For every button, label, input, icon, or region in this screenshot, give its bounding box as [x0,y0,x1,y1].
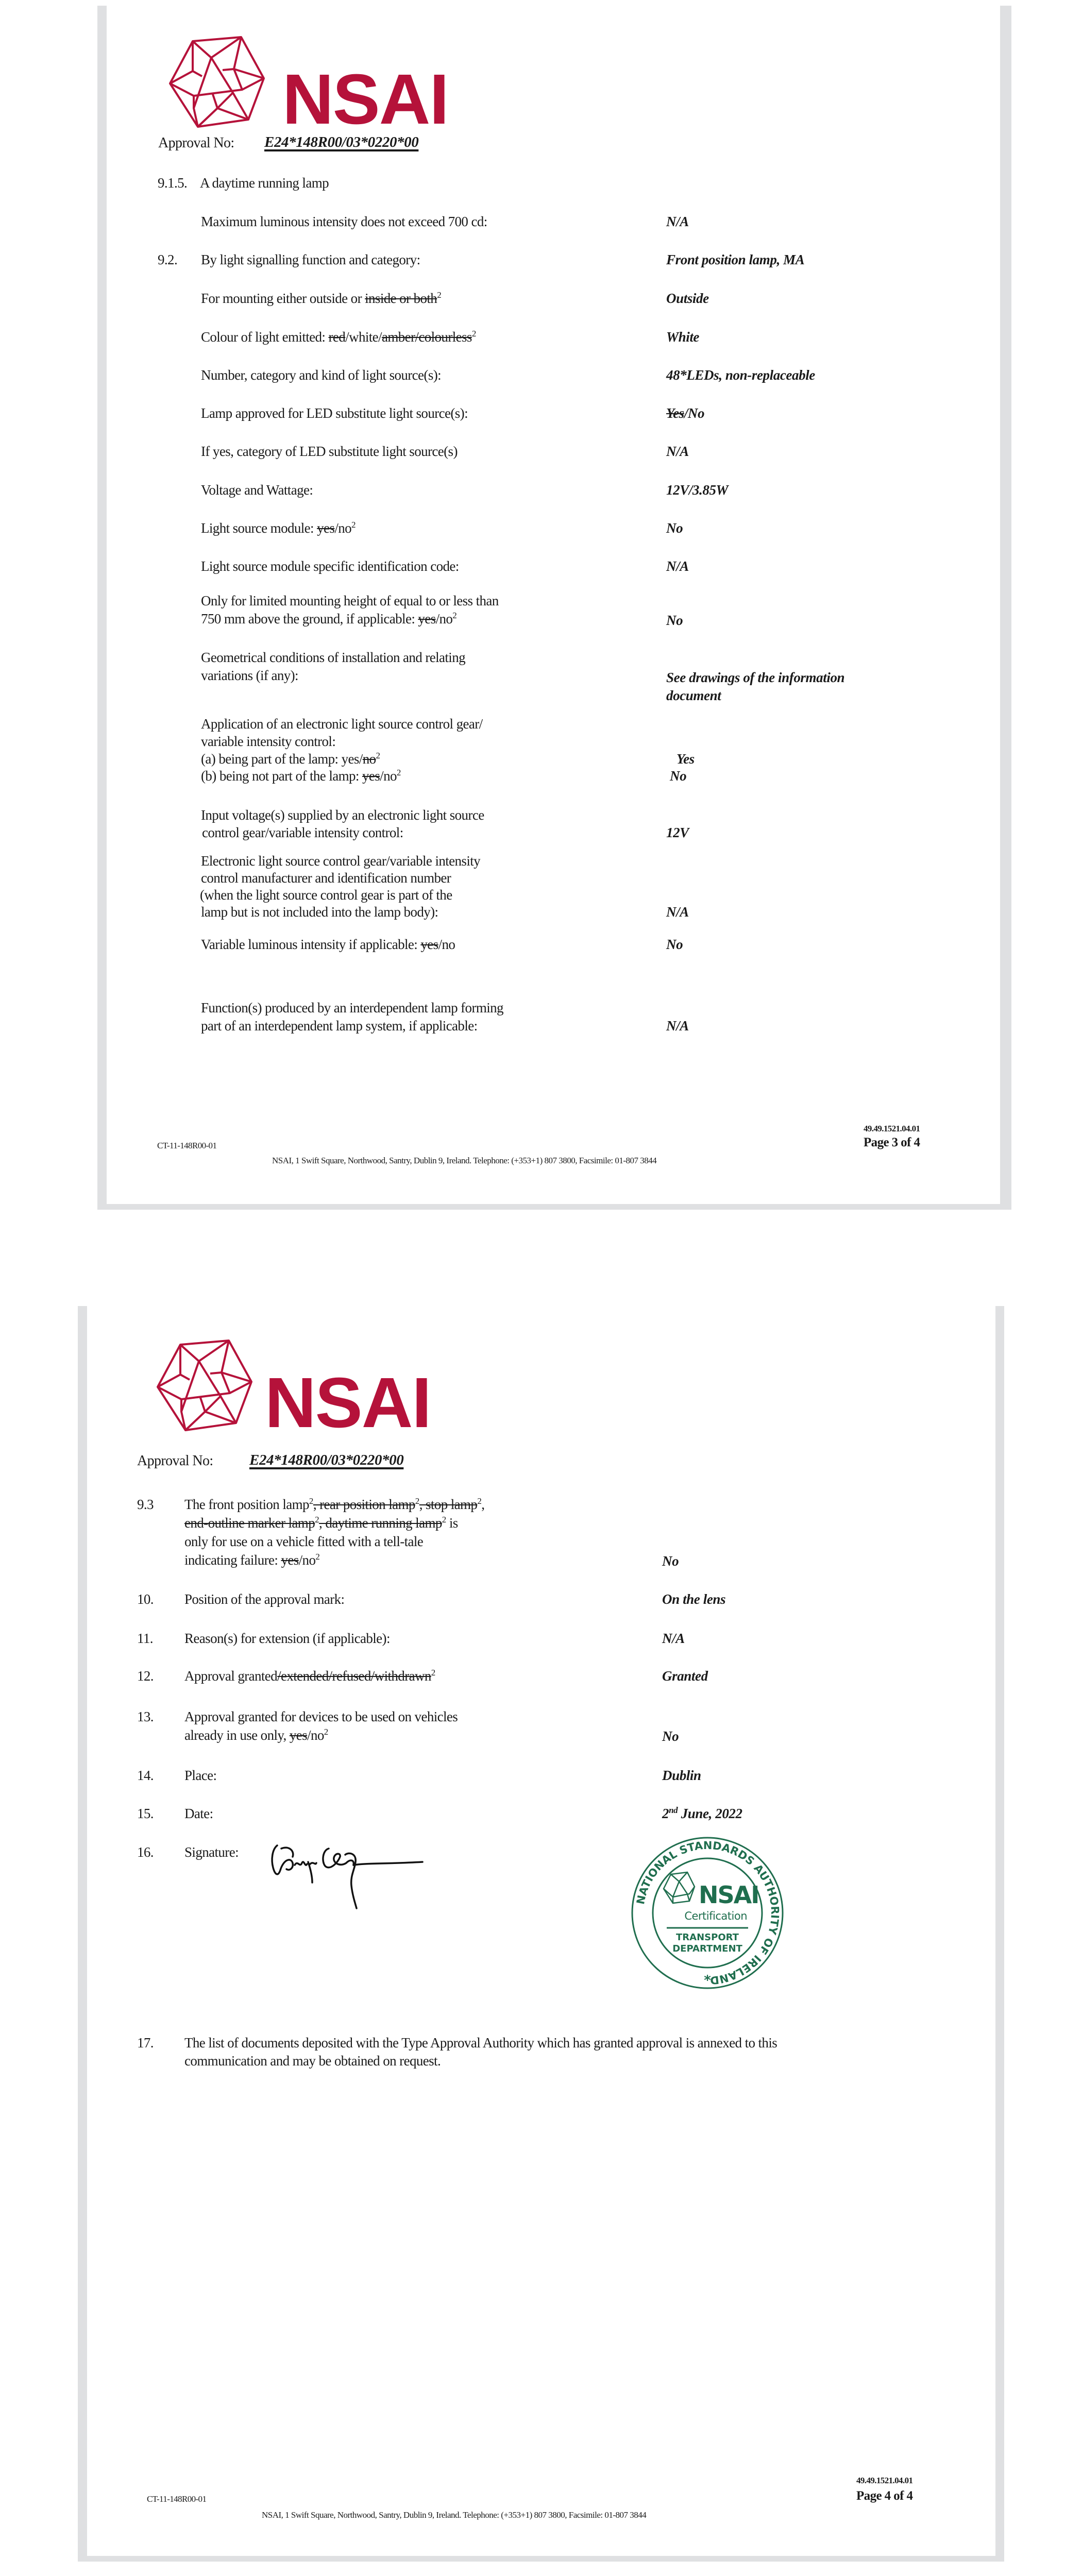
approval-label: Approval No: [158,135,234,151]
item-93-line: only for use on a vehicle fitted with a tell-tale [184,1534,424,1549]
row-label [201,609,457,628]
footnote-ref: 2 [431,1668,435,1677]
item-value [662,1804,742,1823]
struck-text: , stop lamp [419,1497,478,1512]
label-text: Colour of light emitted: [201,329,329,345]
item-value: N/A [662,1631,685,1646]
row-value: Outside [666,291,709,306]
row-value: 12V/3.85W [666,482,729,498]
item-93-line [184,1495,484,1514]
value-text: /No [684,405,705,421]
label-text: /no [334,520,352,536]
stamp-ring-text: NATIONAL STANDARDS AUTHORITY OF IRELAND [634,1839,782,1987]
struck-text: , daytime running lamp [319,1515,442,1531]
struck-text: yes [418,611,436,626]
item-value: Granted [662,1668,708,1684]
stamp-logo-text: NSAI [699,1881,759,1909]
row-value: N/A [666,444,689,459]
label-text: /no [307,1727,324,1743]
stamp-logo-icon [664,1872,695,1903]
label-text: , [481,1497,485,1512]
struck-text: Yes [666,405,684,421]
struck-text: red [328,329,346,345]
item-num: 16. [137,1844,154,1860]
struck-text: /extended/refused/withdrawn [277,1668,431,1684]
item-label: Position of the approval mark: [184,1591,345,1607]
footnote-ref: 2 [309,1496,313,1506]
footer-page-number: Page 4 of 4 [856,2489,913,2503]
footnote-ref: 2 [437,290,442,300]
label-text: /no [298,1552,316,1568]
footnote-ref: 2 [471,329,476,338]
row-value: 48*LEDs, non-replaceable [666,367,815,383]
row-label: Maximum luminous intensity does not exceed 700 cd: [201,214,487,229]
approval-number: E24*148R00/03*0220*00 [264,134,419,150]
label-text: is [446,1515,458,1531]
row-label: part of an interdependent lamp system, if applicable: [201,1018,478,1033]
signature-image [268,1839,433,1911]
row-label: By light signalling function and category: [201,252,420,267]
row-value: Front position lamp, MA [666,252,805,267]
row-label: Application of an electronic light source control gear/ [201,716,483,732]
row-value [666,404,704,422]
row-value: No [666,937,683,952]
page-shadow-right [995,1306,1004,2562]
item-value: No [662,1553,679,1569]
row-label: Lamp approved for LED substitute light source(s): [201,405,468,421]
section-92-num: 9.2. [158,252,178,267]
item-17-num: 17. [137,2035,154,2050]
label-text: Variable luminous intensity if applicable: [201,937,421,952]
row-value: 12V [666,825,689,840]
footer-page-number: Page 3 of 4 [864,1136,920,1149]
label-text: /no [380,768,397,784]
row-value: No [670,768,687,784]
item-label: Reason(s) for extension (if applicable): [184,1631,390,1646]
label-text: (b) being not part of the lamp: [201,768,362,784]
row-label: Light source module specific identification code: [201,558,459,574]
item-label: Signature: [184,1844,239,1860]
item-num: 12. [137,1668,154,1684]
row-label [201,767,401,785]
label-text: Light source module: [201,520,317,536]
row-label: Input voltage(s) supplied by an electronic light source [201,807,484,823]
item-num: 10. [137,1591,154,1607]
footnote-ref: 2 [324,1727,328,1737]
item-label: Place: [184,1768,217,1783]
page-shadow-left [78,1306,87,2562]
struck-text: inside or both [365,291,437,306]
item-value: On the lens [662,1591,726,1607]
footnote-ref: 2 [452,611,457,620]
item-93-line [184,1514,458,1532]
row-label: control gear/variable intensity control: [202,825,403,840]
row-label: Number, category and kind of light source(s): [201,367,442,383]
item-label: Approval granted for devices to be used on vehicles [184,1709,458,1724]
row-label: Geometrical conditions of installation and relating [201,650,465,665]
row-label: Only for limited mounting height of equal to or less than [201,593,499,608]
page-shadow-left [97,6,107,1210]
row-label [201,519,356,537]
section-915-num: 9.1.5. [158,175,188,191]
stamp-transport-text: TRANSPORT [676,1932,739,1943]
struck-text: , rear position lamp [313,1497,415,1512]
row-label [201,750,380,768]
footnote-ref: 2 [376,751,380,760]
stamp-cert-text: Certification [684,1910,747,1922]
row-value: No [666,613,683,628]
row-label: Function(s) produced by an interdependent lamp forming [201,1000,503,1015]
row-label: Electronic light source control gear/variable intensity [201,853,481,869]
item-17-line: The list of documents deposited with the Type Approval Authority which has granted approval is annexed to this [184,2035,777,2050]
stamp-star: * [704,1973,711,1988]
footer-doc-code: 49.49.1521.04.01 [864,1124,920,1133]
date-ordinal: nd [669,1805,678,1815]
nsai-logo-icon [166,35,267,129]
row-value: N/A [666,214,689,229]
item-93-line [184,1551,319,1569]
label-text: /white/ [345,329,382,345]
label-text: Approval granted [184,1668,278,1684]
row-value: See drawings of the information [666,670,845,685]
stamp-department-text: DEPARTMENT [672,1943,742,1954]
row-label [201,328,476,346]
approval-label: Approval No: [137,1453,213,1469]
struck-text: no [362,751,376,767]
label-text: /no [438,937,455,952]
footnote-ref: 2 [315,1515,319,1524]
row-label: variations (if any): [201,668,298,683]
row-label: If yes, category of LED substitute light source(s) [201,444,458,459]
footnote-ref: 2 [315,1552,320,1562]
footnote-ref: 2 [351,520,356,530]
date-day: 2 [662,1806,669,1821]
item-value: No [662,1728,679,1744]
nsai-logo-text: NSAI [265,1363,431,1443]
row-label [201,935,455,954]
label-text: 750 mm above the ground, if applicable: [201,611,418,626]
row-value: N/A [666,558,689,574]
label-text: indicating failure: [184,1552,281,1568]
date-rest: June, 2022 [678,1806,742,1821]
footer-form-code: CT-11-148R00-01 [147,2494,207,2504]
struck-text: yes [317,520,335,536]
item-num: 11. [137,1631,153,1646]
page-shadow-bottom [78,2556,1004,2562]
struck-text: amber/colourless [381,329,472,345]
nsai-logo-icon [154,1338,255,1432]
item-num: 14. [137,1768,154,1783]
label-text: /no [435,611,453,626]
row-value: document [666,688,721,703]
row-label: Voltage and Wattage: [201,482,313,498]
label-text: The front position lamp [184,1497,309,1512]
footer-doc-code: 49.49.1521.04.01 [856,2476,913,2485]
row-label: (when the light source control gear is part of the [200,887,452,903]
struck-text: yes [289,1727,308,1743]
footer-address: NSAI, 1 Swift Square, Northwood, Santry, Dublin 9, Ireland. Telephone: (+353+1) 807 3800, Facsimile: 01-807 3844 [272,1156,657,1165]
document-page-4 [78,1306,1004,2562]
item-17-line: communication and may be obtained on request. [184,2053,441,2069]
certification-stamp [630,1835,785,1991]
struck-text: yes [420,937,438,952]
footer-address: NSAI, 1 Swift Square, Northwood, Santry, Dublin 9, Ireland. Telephone: (+353+1) 807 3800, Facsimile: 01-807 3844 [262,2510,647,2520]
page-shadow-right [1000,6,1011,1210]
struck-text: end-outline marker lamp [184,1515,315,1531]
row-label: variable intensity control: [201,734,336,749]
footnote-ref: 2 [415,1496,419,1506]
row-value: N/A [666,1018,689,1033]
label-text: For mounting either outside or [201,291,365,306]
label-text: already in use only, [184,1727,290,1743]
approval-number: E24*148R00/03*0220*00 [249,1452,404,1468]
item-num: 13. [137,1709,154,1724]
footnote-ref: 2 [396,768,401,777]
item-label [184,1667,435,1685]
footnote-ref: 2 [477,1496,482,1506]
row-value: N/A [666,904,689,920]
struck-text: yes [281,1552,299,1568]
page-shadow-bottom [97,1204,1011,1210]
item-label [184,1726,328,1744]
struck-text: yes [362,768,380,784]
item-93-num: 9.3 [137,1497,154,1512]
row-label: control manufacturer and identification number [201,870,451,886]
section-915-title: A daytime running lamp [200,175,329,191]
label-text: (a) being part of the lamp: yes/ [201,751,363,767]
item-num: 15. [137,1806,154,1821]
footnote-ref: 2 [442,1515,446,1524]
item-value: Dublin [662,1768,701,1783]
row-value: No [666,520,683,536]
item-label: Date: [184,1806,213,1821]
row-value: Yes [677,751,695,767]
row-label: lamp but is not included into the lamp body): [201,904,438,920]
row-value: White [666,329,700,345]
footer-form-code: CT-11-148R00-01 [157,1141,217,1150]
nsai-logo-text: NSAI [282,60,448,139]
row-label [201,289,441,308]
